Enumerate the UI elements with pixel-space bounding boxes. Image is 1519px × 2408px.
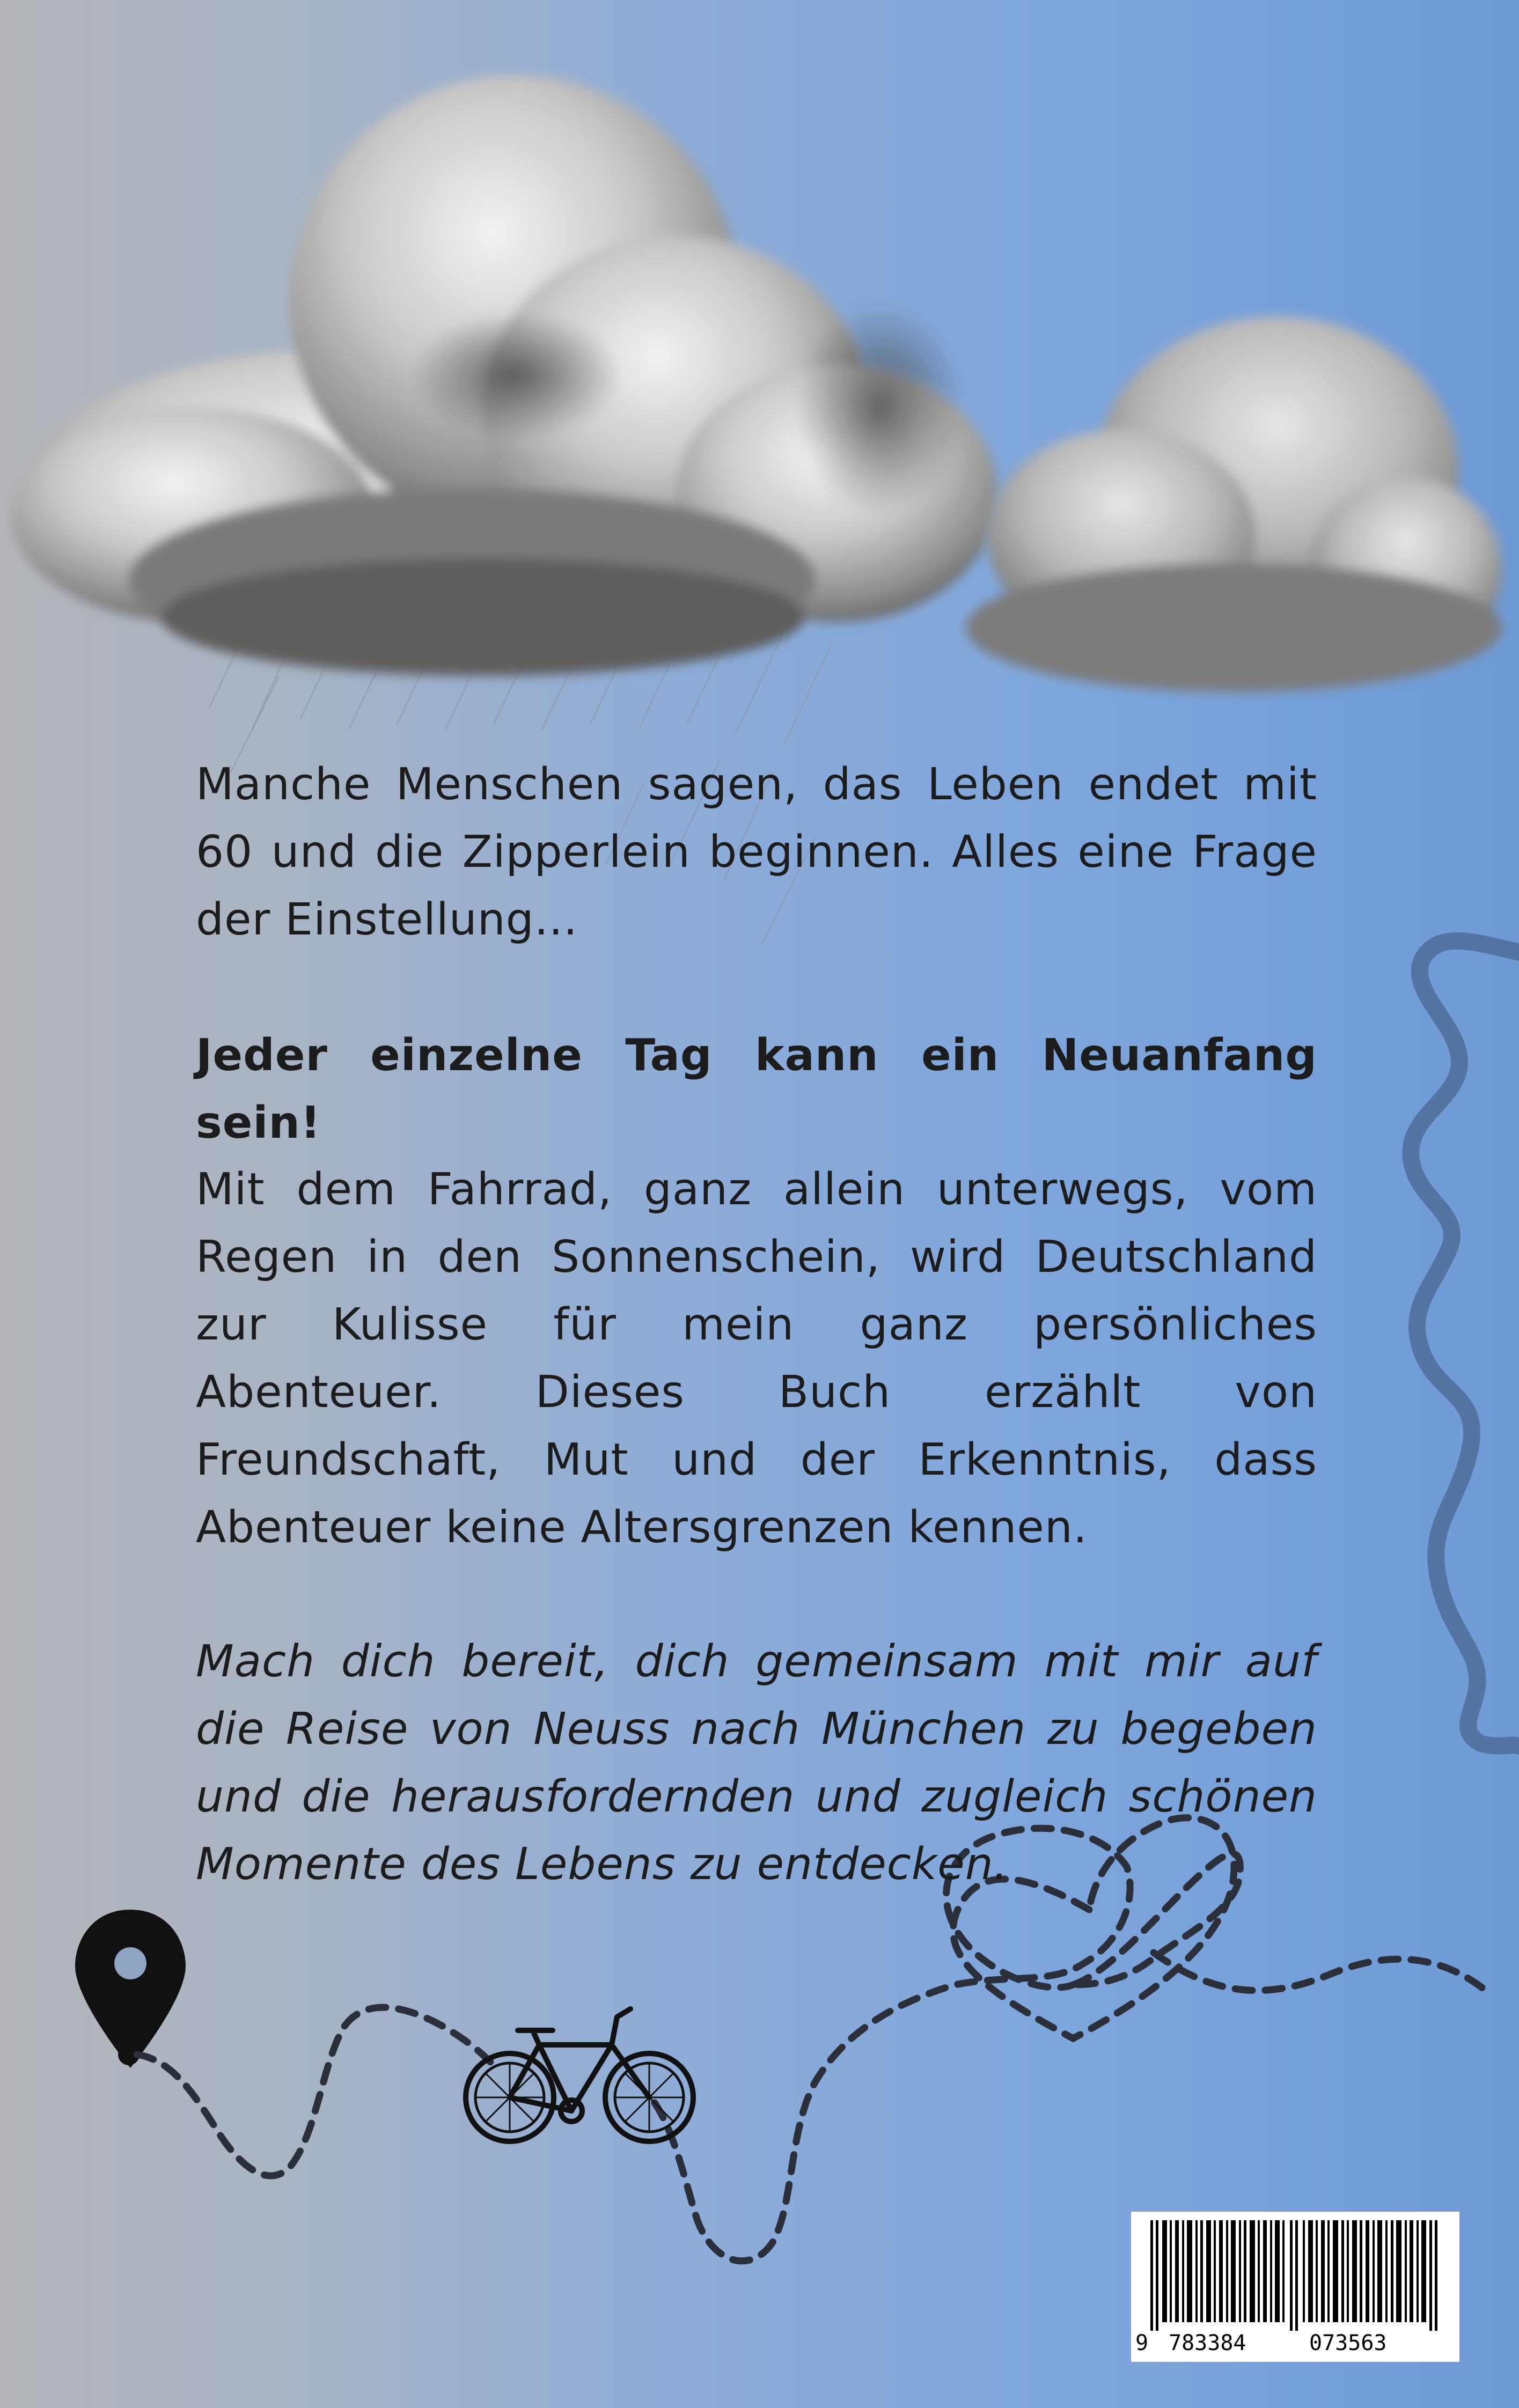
isbn-lead-digit: 9 [1135, 2331, 1149, 2355]
isbn-right-group: 073563 [1309, 2331, 1387, 2355]
river-icon [1411, 941, 1519, 1746]
tagline: Jeder einzelne Tag kann ein Neuanfang sein! [196, 1030, 1317, 1148]
cloud-icon [11, 75, 998, 676]
location-pin-icon [75, 1910, 186, 2068]
isbn-barcode [1131, 2212, 1459, 2362]
invitation-paragraph: Mach dich bereit, dich gemeinsam mit mir auf die Reise von Neuss nach München zu begeben und die herausfordernden und zugleich schönen Momente des Lebens zu entdecken. [196, 1636, 1317, 1890]
isbn-digits [1131, 2331, 1459, 2358]
intro-paragraph: Manche Menschen sagen, das Leben endet mit 60 und die Zipperlein beginnen. Alles eine Frage der Einstellung... [196, 759, 1317, 945]
barcode-icon [1131, 2212, 1459, 2332]
bicycle-icon [466, 2009, 693, 2141]
story-paragraph: Mit dem Fahrrad, ganz allein unterwegs, vom Regen in den Sonnenschein, wird Deutschland zur Kulisse für mein ganz persönliches Abenteuer. Dieses Buch erzählt von Freundschaft, Mut und der Erkenntnis, dass Abenteuer keine Altersgrenzen kennen. [196, 1164, 1317, 1553]
cloud-icon [966, 316, 1502, 692]
isbn-left-group: 783384 [1169, 2331, 1246, 2355]
